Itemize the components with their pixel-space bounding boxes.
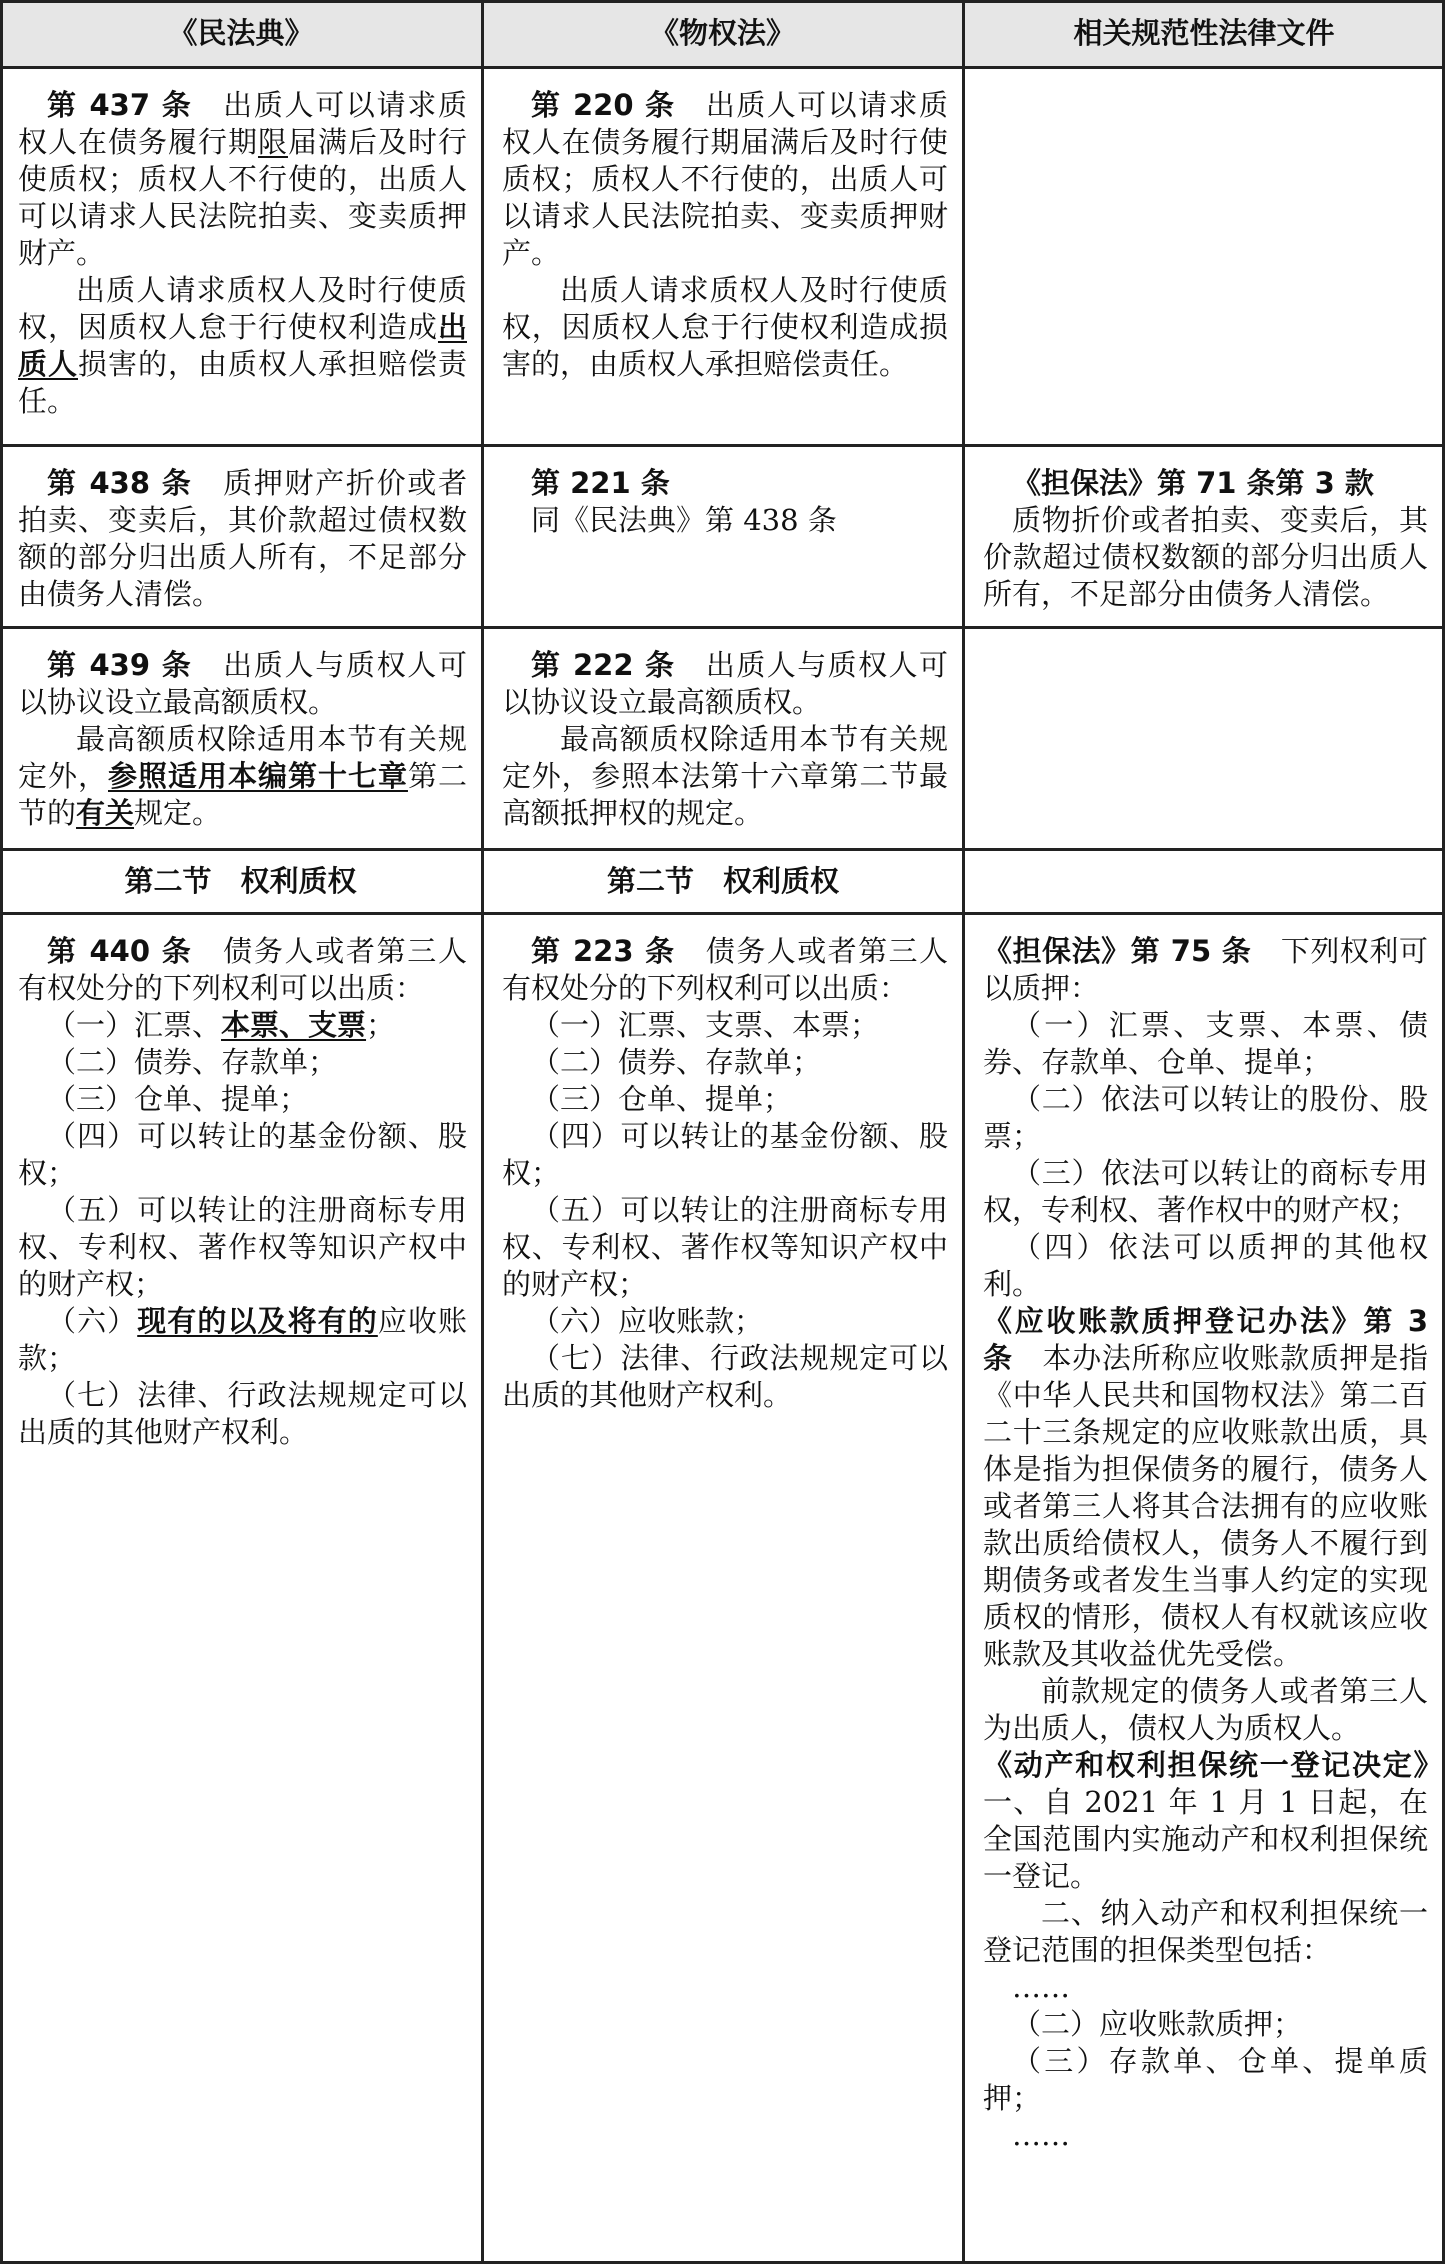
row1-civil-code-cell: 第 437 条 出质人可以请求质权人在债务履行期限届满后及时行使质权；质权人不行使的，出质人可以请求人民法院拍卖、变卖质押财产。 出质人请求质权人及时行使质权，因质权人怠于行使权利造成出质人损害的，由质权人承担赔偿责任。 [18,88,467,418]
row3-property-law-cell: 第 222 条 出质人与质权人可以协议设立最高额质权。 最高额质权除适用本节有关规定外，参照本法第十六章第二节最高额抵押权的规定。 [502,648,948,830]
row2-property-law-cell: 第 221 条 同《民法典》第 438 条 [484,447,962,539]
article-number: 第 438 条 [47,466,193,500]
row5-property-law-cell: 第 223 条 债务人或者第三人有权处分的下列权利可以出质： （一）汇票、支票、本票； （二）债券、存款单； （三）仓单、提单； （四）可以转让的基金份额、股权； （五）可以转让的注册商标专用权、专利权、著作权等知识产权中的财产权； （六）应收账款； （七）法律、行政法规规定可以出质的其他财产权利。 [502,934,948,1412]
article-number: 第 223 条 [531,934,676,968]
header-related-documents: 相关规范性法律文件 [963,0,1445,66]
row3-civil-code-cell: 第 439 条 出质人与质权人可以协议设立最高额质权。 最高额质权除适用本节有关规定外，参照适用本编第十七章第二节的有关规定。 [18,648,467,830]
row5-related-doc-cell: 《担保法》第 75 条 下列权利可以质押： （一）汇票、支票、本票、债券、存款单、仓单、提单； （二）依法可以转让的股份、股票； （三）依法可以转让的商标专用权，专利权、著作权中的财产权； （四）依法可以质押的其他权利。 《应收账款质押登记办法》第 3 条 本办法所称应收账款质押是指《中华人民共和国物权法》第二百二十三条规定的应收账款出质，具体是指为担保债务的履行，债务人或者第三人将其合法拥有的应收账款出质给债权人，债务人不履行到期债务或者发生当事人约定的实现质权的情形，债权人有权就该应收账款及其收益优先受偿。 前款规定的债务人或者第三人为出质人，债权人为质权人。 《动产和权利担保统一登记决定》 一、自 2021 年 1 月 1 日起，在全国范围内实施动产和权利担保统一登记。 二、纳入动产和权利担保统一登记范围的担保类型包括： …… （二）应收账款质押； （三）存款单、仓单、提单质押； …… [983,934,1428,2152]
doc-title: 《应收账款质押登记办法》第 3 条 [983,1304,1428,1375]
article-number: 第 437 条 [47,88,193,122]
header-civil-code: 《民法典》 [0,0,482,66]
header-property-law: 《物权法》 [482,0,963,66]
section-heading: 第二节 权利质权 [124,864,357,898]
doc-title: 《担保法》第 75 条 [983,934,1252,968]
row2-civil-code-cell: 第 438 条 质押财产折价或者拍卖、变卖后，其价款超过债权数额的部分归出质人所有，不足部分由债务人清偿。 [18,466,467,611]
article-number: 第 221 条 [531,466,670,500]
table-border [0,0,1445,3]
doc-title: 《担保法》第 71 条第 3 款 [1012,466,1374,500]
article-number: 第 222 条 [531,648,676,682]
article-number: 第 439 条 [47,648,193,682]
doc-title: 《动产和权利担保统一登记决定》 [983,1748,1428,1782]
section-heading: 第二节 权利质权 [606,864,839,898]
article-number: 第 440 条 [47,934,193,968]
row1-property-law-cell: 第 220 条 出质人可以请求质权人在债务履行期届满后及时行使质权；质权人不行使的，出质人可以请求人民法院拍卖、变卖质押财产。 出质人请求质权人及时行使质权，因质权人怠于行使权利造成损害的，由质权人承担赔偿责任。 [502,88,948,381]
row5-civil-code-cell: 第 440 条 债务人或者第三人有权处分的下列权利可以出质： （一）汇票、本票、支票； （二）债券、存款单； （三）仓单、提单； （四）可以转让的基金份额、股权； （五）可以转让的注册商标专用权、专利权、著作权等知识产权中的财产权； （六）现有的以及将有的应收账款； （七）法律、行政法规规定可以出质的其他财产权利。 [18,934,467,1449]
row2-related-doc-cell: 《担保法》第 71 条第 3 款 质物折价或者拍卖、变卖后，其价款超过债权数额的部分归出质人所有，不足部分由债务人清偿。 [983,466,1428,611]
article-number: 第 220 条 [531,88,676,122]
